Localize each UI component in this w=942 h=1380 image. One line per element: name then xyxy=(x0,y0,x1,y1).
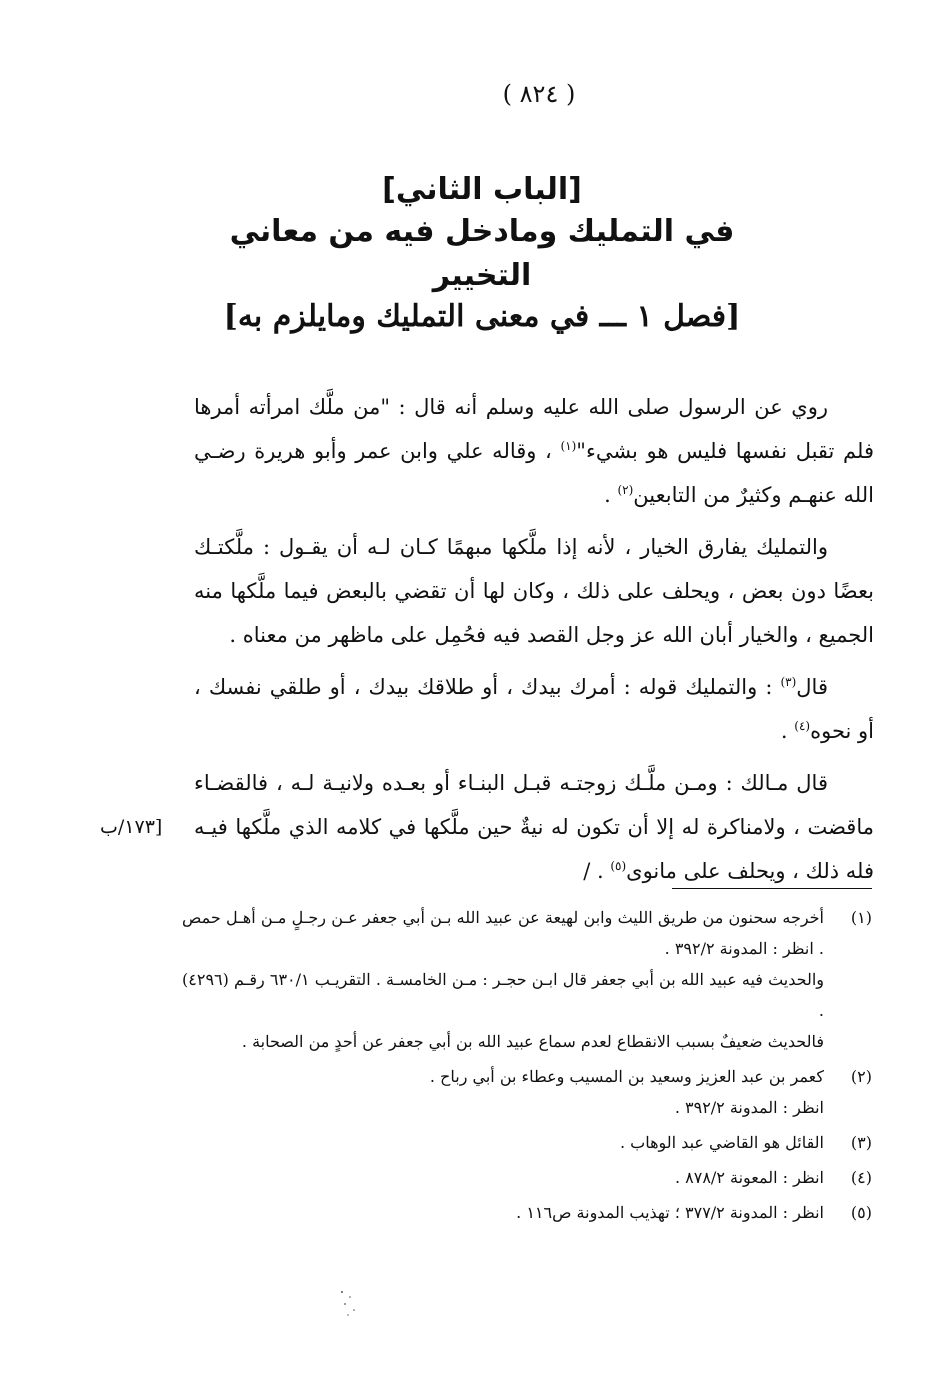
footnote-number: (٥) xyxy=(850,1203,872,1222)
footnote-3 xyxy=(182,1127,872,1158)
chapter-heading xyxy=(182,170,782,298)
footnote-line: القائل هو القاضي عبد الوهاب . xyxy=(619,1133,824,1152)
footnote-line: انظر : المدونة ٣٩٢/٢ . xyxy=(674,1098,824,1117)
manuscript-folio-marker: [١٧٣/ب xyxy=(100,816,163,838)
page-number: ( ٨٢٤ ) xyxy=(502,80,576,108)
footnote-5 xyxy=(182,1197,872,1228)
footnote-number: (٤) xyxy=(850,1168,872,1187)
footnote-2 xyxy=(182,1061,872,1123)
footnote-line: انظر : المدونة ٣٧٧/٢ ؛ تهذيب المدونة ص١١٦ . xyxy=(516,1203,824,1222)
body-text xyxy=(194,385,874,901)
footnote-ref-5: (٥) xyxy=(610,859,627,873)
footnotes xyxy=(182,902,872,1232)
scan-speckle xyxy=(336,1288,366,1318)
paragraph-3: قال$^{(٣)}$ : والتمليك قوله : أمرك بيدك ، أو طلاقك بيدك ، أو طلقي نفسك ، أو نحوه$^{(٤)}$ . xyxy=(194,675,874,743)
footnote-line: أخرجه سحنون من طريق الليث وابن لهيعة عن عبيد الله بـن أبي جعفر عـن رجـلٍ مـن أهـل حمص . انظر : المدونة ٣٩٢/٢ . xyxy=(182,908,824,958)
footnote-line: فالحديث ضعيفٌ بسبب الانقطاع لعدم سماع عبيد الله بن أبي جعفر عن أحدٍ من الصحابة . xyxy=(241,1032,824,1051)
footnote-line: والحديث فيه عبيد الله بن أبي جعفر قال ابـن حجـر : مـن الخامسـة . التقريـب ٦٣٠/١ رقـم (٤٢٩٦) . xyxy=(182,970,825,1020)
footnote-number: (٣) xyxy=(850,1133,872,1152)
paragraph-2: والتمليك يفارق الخيار ، لأنه إذا ملَّكها مبهمًا كـان لـه أن يقـول : ملَّكتـك بعضًا دون بعض ، ويحلف على ذلك ، وكان لها أن تقضي بالبعض فيما ملَّكها منه الجميع ، والخيار أبان الله عز وجل القصد فيه فحُمِل على ماظهر من معناه . xyxy=(194,535,874,647)
section-title: [فصل ١ ـــ في معنى التمليك ومايلزم به] xyxy=(223,299,741,334)
paragraph-4: قال مـالك : ومـن ملَّـك زوجتـه قبـل البنـاء أو بعـده ولانيـة لـه ، فالقضـاء ماقضت ، ولامناكرة له إلا أن تكون له نيةٌ حين ملَّكها في كلامه الذي ملَّكها فيـه فله ذلك ، ويحلف على مانوى$^{(٥)}$ . / xyxy=(194,771,874,883)
footnote-divider xyxy=(672,888,872,889)
paragraph-1: روي عن الرسول صلى الله عليه وسلم أنه قال : "من ملَّك امرأته أمرها فلم تقبل نفسها فليس هو بشيء"$^{(١)}$ ، وقاله علي وابن عمر وأبو هريرة رضـي الله عنهـم وكثيرٌ من التابعين$^{(٢)}$ . xyxy=(194,395,874,507)
footnote-ref-1: (١) xyxy=(560,439,577,453)
footnote-4 xyxy=(182,1162,872,1193)
footnote-number: (١) xyxy=(850,908,872,927)
footnote-line: كعمر بن عبد العزيز وسعيد بن المسيب وعطاء بن أبي رباح . xyxy=(429,1067,824,1086)
footnote-line: انظر : المعونة ٨٧٨/٢ . xyxy=(674,1168,824,1187)
footnote-1 xyxy=(182,902,872,1057)
footnote-number: (٢) xyxy=(850,1067,872,1086)
footnote-ref-4: (٤) xyxy=(794,719,811,733)
chapter-title: في التمليك ومادخل فيه من معاني التخيير xyxy=(229,214,735,293)
footnote-ref-2: (٢) xyxy=(617,483,634,497)
footnote-ref-3: (٣) xyxy=(780,675,797,689)
chapter-label: [الباب الثاني] xyxy=(382,172,582,207)
